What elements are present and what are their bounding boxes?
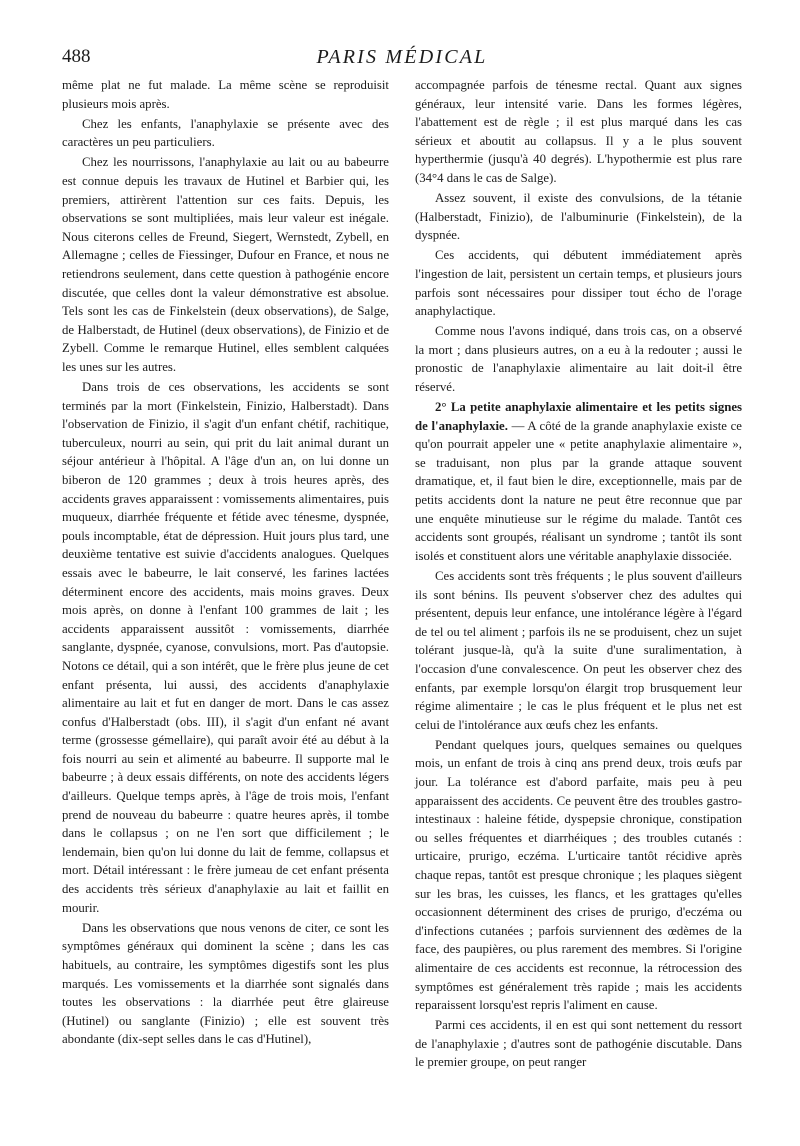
- section-heading: 2° La petite anaphylaxie alimentaire et les petits signes de l'anaphylaxie.: [415, 400, 742, 433]
- paragraph: Assez souvent, il existe des convulsions, de la tétanie (Halberstadt, Finizio), de l'albuminurie (Finkelstein), de la dyspnée.: [415, 191, 742, 243]
- paragraph: Dans trois de ces observations, les accidents se sont terminés par la mort (Finkelstein, Finizio, Halberstadt). Dans l'observation de Finizio, il s'agit d'un enfant chétif, rachitique, tuberculeux, nourri au sein, qui prit du lait animal durant un séjour antérieur à l'hôpital. A l'âge d'un an, on lui donne un biberon de 120 grammes ; deux à trois heures après, des accidents graves apparaissent : vomissements alimentaires, puis muqueux, diarrhée fréquente et fétide avec ténesme, dyspnée, pouls incomptable, état de dépression. Huit jours plus tard, une deuxième tentative est suivie d'accidents analogues. Quelques essais avec le babeurre, le lait conservé, les farines lactées déterminent encore des accidents, mais moins graves. Deux mois après, on donne à l'enfant 100 grammes de lait ; les accidents apparaissent aussitôt : vomissements, diarrhée sanglante, dyspnée, cyanose, convulsions, mort. Pas d'autopsie. Notons ce détail, qui a son intérêt, que le frère plus jeune de cet enfant présenta, lui aussi, des accidents d'anaphylaxie alimentaire au lait et fut en danger de mort. Dans le cas assez confus d'Halberstadt (obs. III), il s'agit d'un enfant né avant terme (grossesse gémellaire), qui paraît avoir été au début à la fois nourri au sein et alimenté au babeurre. Il supporte mal le babeurre ; à deux essais différents, on note des accidents légers d'ailleurs. Quelque temps après, à l'âge de trois mois, l'enfant prend de nouveau du babeurre : quatre heures après, il tombe dans le collapsus ; on ne l'en sort que difficilement ; le lendemain, bien qu'on lui donne du lait de femme, collapsus et mort. Détail intéressant : le frère jumeau de cet enfant présenta des accidents très sérieux d'anaphylaxie au lait et faillit en mourir.: [62, 380, 389, 915]
- section-text: — A côté de la grande anaphylaxie existe ce qu'on pourrait appeler une « petite anaphylaxie alimentaire », se traduisant, non plus par la grande attaque souvent dramatique, et, il faut bien le dire, exceptionnelle, mais par de petits accidents dont la nature ne peut être reconnue que par une enquête minutieuse sur le régime du malade. Tantôt ces accidents sont groupés, réalisant un syndrome ; tantôt ils sont isolés et constituent alors une véritable anaphylaxie dissociée.: [415, 418, 742, 563]
- running-title: PARIS MÉDICAL: [316, 46, 488, 68]
- paragraph: Comme nous l'avons indiqué, dans trois cas, on a observé la mort ; dans plusieurs autres, on a eu à la redouter ; aussi le pronostic de l'anaphylaxie alimentaire au lait doit-il être réservé.: [415, 324, 742, 394]
- right-column: [415, 76, 742, 1072]
- paragraph: Chez les nourrissons, l'anaphylaxie au lait ou au babeurre est connue depuis les travaux de Hutinel et Barbier qui, les premiers, attirèrent l'attention sur ces faits. Depuis, les observations se sont multipliées, mais leur valeur est inégale. Nous citerons celles de Freund, Siegert, Wernstedt, Zybell, en Allemagne ; celles de Fiessinger, Dufour en France, et nous ne retiendrons seulement, dans cette question à pathogénie encore discutée, que celles dont la valeur démonstrative est absolue. Tels sont les cas de Finkelstein (deux observations), de Salge, de Halberstadt, de Hutinel (deux observations), de Finizio et de Zybell. Comme le remarque Hutinel, elles semblent calquées les unes sur les autres.: [62, 155, 389, 374]
- paragraph: même plat ne fut malade. La même scène se reproduisit plusieurs mois après.: [62, 78, 389, 111]
- paragraph: Ces accidents sont très fréquents ; le plus souvent d'ailleurs ils sont bénins. Ils peuvent s'observer chez des adultes qui présentent, depuis leur enfance, une intolérance légère à l'égard de tel ou tel aliment ; parfois ils ne se produisent, chez un sujet tolérant jusque-là, qu'à la suite d'une suralimentation, à l'occasion d'une convalescence. On peut les observer chez des enfants, par exemple lorsqu'on élargit trop brusquement leur régime alimentaire ; le cas le plus fréquent et le plus net est celui de l'intolérance aux œufs chez les enfants.: [415, 568, 742, 732]
- section-paragraph: [415, 398, 742, 565]
- paragraph: Ces accidents, qui débutent immédiatement après l'ingestion de lait, persistent un certain temps, et plusieurs jours parfois sont nécessaires pour dissiper tout écho de l'orage anaphylactique.: [415, 248, 742, 319]
- paragraph: accompagnée parfois de ténesme rectal. Quant aux signes généraux, leur intensité varie. Dans les formes légères, l'abattement est de règle ; il est plus marqué dans les cas sérieux et aboutit au collapsus. Il y a le plus souvent hyperthermie (jusqu'à 40 degrés). L'hypothermie est plus rare (34°4 dans le cas de Salge).: [415, 78, 742, 185]
- paragraph: Pendant quelques jours, quelques semaines ou quelques mois, un enfant de trois à cinq ans prend deux, trois œufs par jour. La tolérance est d'abord parfaite, mais peu à peu apparaissent des accidents. Ce peuvent être des troubles gastro-intestinaux : haleine fétide, dyspepsie chronique, constipation ou selles fréquentes et diarrhéiques ; des troubles cutanés : urticaire, prurigo, eczéma. L'urticaire tantôt récidive après chaque repas, tantôt est presque chronique ; les plaques siègent sur les bras, les cuisses, les flancs, et les grattages qu'elles occasionnent déterminent des crises de prurigo, d'eczéma ou d'infections cutanées ; parfois surviennent des œdèmes de la face, des paupières, ou plus rarement des membres. Si l'origine alimentaire de ces accidents est reconnue, la rétrocession des symptômes est généralement très rapide ; mais les accidents reparaissent lorsqu'est repris l'aliment en cause.: [415, 737, 742, 1013]
- left-column: [62, 76, 389, 1072]
- article-body: [62, 76, 742, 1072]
- paragraph: Parmi ces accidents, il en est qui sont nettement du ressort de l'anaphylaxie ; d'autres sont de pathogénie discutable. Dans le premier groupe, on peut ranger: [415, 1018, 742, 1070]
- page-header: [62, 44, 742, 72]
- page-number: 488: [62, 46, 91, 67]
- paragraph: Chez les enfants, l'anaphylaxie se présente avec des caractères un peu particuliers.: [62, 116, 389, 150]
- paragraph: Dans les observations que nous venons de citer, ce sont les symptômes généraux qui dominent la scène ; dans les cas habituels, au contraire, les symptômes digestifs sont les plus marqués. Les vomissements et la diarrhée sont signalés dans toutes les observations : la diarrhée peut être glaireuse (Hutinel) ou sanglante (Finizio) ; elle est souvent très abondante (dix-sept selles dans le cas d'Hutinel),: [62, 920, 389, 1047]
